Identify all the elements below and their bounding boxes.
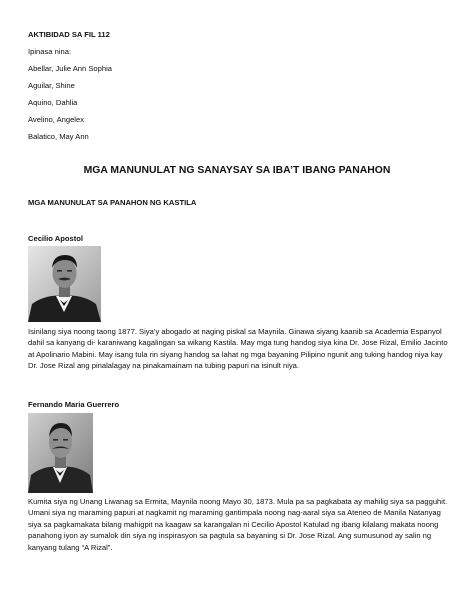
section-title: MGA MANUNULAT SA PANAHON NG KASTILA xyxy=(28,198,197,207)
author-name: Aquino, Dahlia xyxy=(28,98,78,107)
writer-portrait xyxy=(28,246,101,322)
writer-portrait xyxy=(28,413,93,493)
activity-heading: AKTIBIDAD SA FIL 112 xyxy=(28,30,110,39)
writer-bio: Isinilang siya noong taong 1877. Siya’y abogado at naging piskal sa Maynila. Ginawa siyang kaanib sa Academia Espanyol dahil sa kanyang di- karaniwang kagalingan sa wikang Kastila. May mga tung handog siya kina Dr. Jose Rizal, Emilio Jacinto at Apolinario Mabini. May isang tula rin siyang handog sa lahat ng mga bayaning Pilipino ngunit ang tuking handog niya kay Dr. Jose Rizal ang pinalalagay na pinakamainam na tubing papuri na isinult niya. xyxy=(28,327,448,371)
author-name: Balatico, May Ann xyxy=(28,132,89,141)
author-name: Avelino, Angelex xyxy=(28,115,85,124)
author-name: Aguilar, Shine xyxy=(28,81,75,90)
main-title: MGA MANUNULAT NG SANAYSAY SA IBA’T IBANG PANAHON xyxy=(83,165,391,176)
author-name: Abellar, Julie Ann Sophia xyxy=(28,64,113,73)
writer-name: Fernando Maria Guerrero xyxy=(28,400,120,409)
prepared-by-label: Ipinasa nina: xyxy=(28,47,72,56)
writer-bio: Kumita siya ng Unang Liwanag sa Ermita, Maynila noong Mayo 30, 1873. Mula pa sa pagkabata ay mahilig siya sa pagguhit. Umani siya ng maraming papuri at nagkamit ng maraming gantimpala noong nag-aaral siya sa Ateneo de Manila Natanyag siya sa pagkamakata bilang mahigpit na kaagaw sa karangalan ni Cecilio Apostol Katulad ng ibang kilalang makata noong panahong iyon ay sumalok din siya ng inspirasyon sa pagtula sa bayaning si Dr. Jose Rizal. Ang sumusunod ay salin ng kanyang tulang “A Rizal”. xyxy=(28,497,448,552)
writer-name: Cecilio Apostol xyxy=(28,234,83,243)
